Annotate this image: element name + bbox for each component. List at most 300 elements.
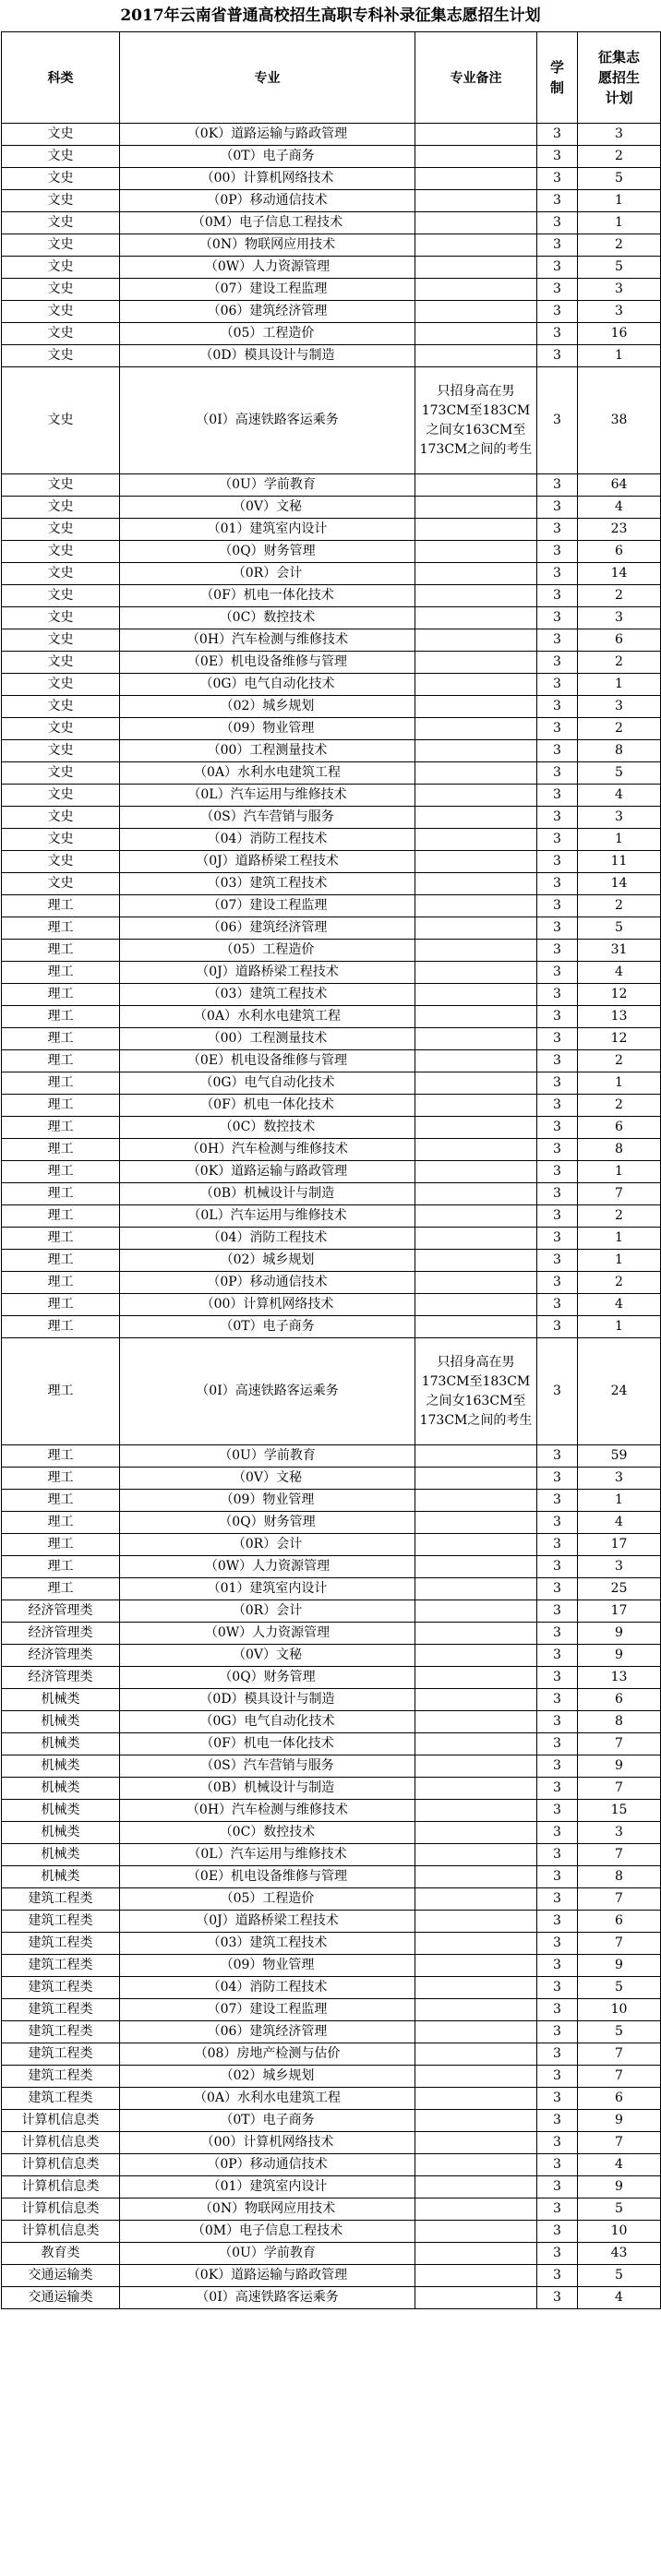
- table-row: [2, 1955, 661, 1977]
- table-row: [2, 1888, 661, 1911]
- cell-plan: 6: [578, 1911, 661, 1933]
- cell-major: （01）建筑室内设计: [120, 1578, 415, 1600]
- table-row: [2, 1711, 661, 1733]
- cell-plan: 3: [578, 696, 661, 718]
- table-row: [2, 1977, 661, 1999]
- cell-category: 文史: [2, 629, 120, 652]
- cell-plan: 6: [578, 629, 661, 652]
- cell-duration: 3: [537, 1933, 578, 1955]
- table-row: [2, 541, 661, 563]
- table-row: [2, 2221, 661, 2243]
- cell-note: [415, 629, 537, 652]
- cell-duration: 3: [537, 124, 578, 146]
- cell-major: （0N）物联网应用技术: [120, 2199, 415, 2221]
- cell-category: 建筑工程类: [2, 1911, 120, 1933]
- table-row: [2, 1556, 661, 1578]
- cell-note: [415, 2176, 537, 2199]
- cell-category: 建筑工程类: [2, 1888, 120, 1911]
- cell-plan: 2: [578, 1095, 661, 1117]
- cell-duration: 3: [537, 2243, 578, 2265]
- cell-note: [415, 940, 537, 962]
- table-row: [2, 1272, 661, 1294]
- cell-major: （0I）高速铁路客运乘务: [120, 1338, 415, 1445]
- cell-category: 建筑工程类: [2, 1977, 120, 1999]
- cell-category: 建筑工程类: [2, 1955, 120, 1977]
- cell-category: 理工: [2, 1205, 120, 1228]
- cell-major: （0C）数控技术: [120, 1117, 415, 1139]
- cell-note: [415, 740, 537, 762]
- table-row: [2, 1778, 661, 1800]
- cell-note: [415, 607, 537, 629]
- cell-duration: 3: [537, 190, 578, 212]
- cell-plan: 6: [578, 2088, 661, 2110]
- table-row: [2, 1822, 661, 1844]
- table-row: [2, 2021, 661, 2043]
- cell-category: 文史: [2, 168, 120, 190]
- table-row: [2, 2066, 661, 2088]
- cell-major: （01）建筑室内设计: [120, 2176, 415, 2199]
- cell-note: [415, 1250, 537, 1272]
- table-row: [2, 1316, 661, 1338]
- table-row: [2, 323, 661, 345]
- cell-plan: 2: [578, 1205, 661, 1228]
- cell-duration: 3: [537, 367, 578, 474]
- cell-plan: 4: [578, 1512, 661, 1534]
- table-row: [2, 629, 661, 652]
- cell-category: 机械类: [2, 1711, 120, 1733]
- cell-major: （0V）文秘: [120, 497, 415, 519]
- cell-note: [415, 323, 537, 345]
- cell-plan: 7: [578, 1933, 661, 1955]
- cell-note: [415, 785, 537, 807]
- cell-category: 文史: [2, 257, 120, 279]
- cell-category: 理工: [2, 1050, 120, 1072]
- cell-major: （0A）水利水电建筑工程: [120, 2088, 415, 2110]
- cell-note: [415, 1645, 537, 1667]
- cell-duration: 3: [537, 1050, 578, 1072]
- cell-plan: 1: [578, 1072, 661, 1095]
- cell-note: [415, 1755, 537, 1778]
- cell-plan: 7: [578, 2066, 661, 2088]
- cell-category: 理工: [2, 1556, 120, 1578]
- cell-category: 机械类: [2, 1866, 120, 1888]
- cell-note: [415, 1028, 537, 1050]
- cell-major: （06）建筑经济管理: [120, 301, 415, 323]
- cell-plan: 59: [578, 1445, 661, 1468]
- cell-note: [415, 1316, 537, 1338]
- cell-plan: 6: [578, 541, 661, 563]
- cell-major: （0V）文秘: [120, 1468, 415, 1490]
- cell-duration: 3: [537, 1600, 578, 1623]
- cell-duration: 3: [537, 1667, 578, 1689]
- cell-plan: 14: [578, 563, 661, 585]
- cell-note: [415, 1050, 537, 1072]
- cell-note: [415, 2088, 537, 2110]
- cell-plan: 9: [578, 1955, 661, 1977]
- table-row: [2, 1338, 661, 1445]
- table-row: [2, 718, 661, 740]
- cell-note: [415, 1578, 537, 1600]
- cell-major: （0E）机电设备维修与管理: [120, 652, 415, 674]
- table-row: [2, 2043, 661, 2066]
- cell-category: 文史: [2, 212, 120, 234]
- cell-category: 建筑工程类: [2, 1933, 120, 1955]
- table-row: [2, 585, 661, 607]
- cell-note: [415, 829, 537, 851]
- cell-category: 交通运输类: [2, 2265, 120, 2287]
- cell-duration: 3: [537, 1316, 578, 1338]
- cell-duration: 3: [537, 1338, 578, 1445]
- cell-note: [415, 1999, 537, 2021]
- cell-plan: 1: [578, 345, 661, 367]
- cell-plan: 1: [578, 212, 661, 234]
- cell-duration: 3: [537, 146, 578, 168]
- cell-plan: 7: [578, 1183, 661, 1205]
- cell-plan: 4: [578, 2154, 661, 2176]
- cell-plan: 9: [578, 1623, 661, 1645]
- cell-note: [415, 124, 537, 146]
- cell-note: [415, 873, 537, 895]
- cell-note: [415, 190, 537, 212]
- cell-note: [415, 2154, 537, 2176]
- cell-duration: 3: [537, 2110, 578, 2132]
- cell-duration: 3: [537, 1534, 578, 1556]
- cell-plan: 12: [578, 1028, 661, 1050]
- cell-category: 文史: [2, 279, 120, 301]
- cell-major: （0P）移动通信技术: [120, 1272, 415, 1294]
- cell-duration: 3: [537, 1977, 578, 1999]
- cell-note: [415, 301, 537, 323]
- cell-note: [415, 762, 537, 785]
- cell-major: （0B）机械设计与制造: [120, 1778, 415, 1800]
- cell-category: 经济管理类: [2, 1600, 120, 1623]
- cell-major: （06）建筑经济管理: [120, 917, 415, 940]
- cell-note: [415, 1600, 537, 1623]
- cell-major: （0Q）财务管理: [120, 1667, 415, 1689]
- cell-category: 文史: [2, 234, 120, 257]
- cell-note: [415, 2243, 537, 2265]
- header-category: 科类: [2, 32, 120, 124]
- cell-category: 文史: [2, 851, 120, 873]
- cell-major: （00）工程测量技术: [120, 1028, 415, 1050]
- cell-note: [415, 1006, 537, 1028]
- cell-plan: 3: [578, 279, 661, 301]
- cell-plan: 1: [578, 1228, 661, 1250]
- cell-major: （0W）人力资源管理: [120, 1623, 415, 1645]
- cell-category: 计算机信息类: [2, 2132, 120, 2154]
- cell-duration: 3: [537, 851, 578, 873]
- cell-note: [415, 2199, 537, 2221]
- cell-note: [415, 851, 537, 873]
- cell-major: （0K）道路运输与路政管理: [120, 124, 415, 146]
- table-row: [2, 212, 661, 234]
- cell-plan: 7: [578, 1778, 661, 1800]
- cell-duration: 3: [537, 740, 578, 762]
- cell-category: 理工: [2, 1006, 120, 1028]
- cell-major: （0K）道路运输与路政管理: [120, 1161, 415, 1183]
- cell-duration: 3: [537, 1272, 578, 1294]
- cell-duration: 3: [537, 2221, 578, 2243]
- cell-note: [415, 2221, 537, 2243]
- cell-note: 只招身高在男173CM至183CM之间女163CM至173CM之间的考生: [415, 367, 537, 474]
- cell-note: [415, 1977, 537, 1999]
- cell-note: [415, 1911, 537, 1933]
- table-row: [2, 1205, 661, 1228]
- table-row: [2, 1689, 661, 1711]
- table-row: [2, 2154, 661, 2176]
- table-row: [2, 1733, 661, 1755]
- cell-duration: 3: [537, 1512, 578, 1534]
- cell-category: 机械类: [2, 1822, 120, 1844]
- cell-duration: 3: [537, 2132, 578, 2154]
- table-row: [2, 607, 661, 629]
- cell-note: [415, 541, 537, 563]
- cell-note: [415, 1228, 537, 1250]
- cell-category: 文史: [2, 497, 120, 519]
- cell-duration: 3: [537, 807, 578, 829]
- table-row: [2, 345, 661, 367]
- table-row: [2, 2287, 661, 2309]
- cell-category: 文史: [2, 301, 120, 323]
- cell-note: [415, 652, 537, 674]
- cell-category: 理工: [2, 1272, 120, 1294]
- table-row: [2, 1161, 661, 1183]
- cell-note: [415, 1800, 537, 1822]
- cell-major: （0R）会计: [120, 563, 415, 585]
- cell-duration: 3: [537, 1800, 578, 1822]
- cell-category: 教育类: [2, 2243, 120, 2265]
- table-row: [2, 1445, 661, 1468]
- cell-note: [415, 1623, 537, 1645]
- cell-major: （08）房地产检测与估价: [120, 2043, 415, 2066]
- cell-plan: 8: [578, 1711, 661, 1733]
- cell-major: （09）物业管理: [120, 1955, 415, 1977]
- cell-category: 文史: [2, 323, 120, 345]
- cell-category: 建筑工程类: [2, 2066, 120, 2088]
- cell-plan: 43: [578, 2243, 661, 2265]
- cell-category: 机械类: [2, 1733, 120, 1755]
- cell-plan: 6: [578, 1117, 661, 1139]
- cell-category: 理工: [2, 1139, 120, 1161]
- cell-duration: 3: [537, 497, 578, 519]
- cell-category: 理工: [2, 1468, 120, 1490]
- cell-plan: 3: [578, 301, 661, 323]
- cell-note: [415, 1689, 537, 1711]
- table-row: [2, 367, 661, 474]
- cell-plan: 2: [578, 1050, 661, 1072]
- table-row: [2, 2199, 661, 2221]
- cell-note: [415, 585, 537, 607]
- cell-duration: 3: [537, 1822, 578, 1844]
- cell-major: （09）物业管理: [120, 1490, 415, 1512]
- cell-duration: 3: [537, 2176, 578, 2199]
- cell-category: 文史: [2, 718, 120, 740]
- cell-note: [415, 1161, 537, 1183]
- cell-plan: 4: [578, 497, 661, 519]
- cell-category: 建筑工程类: [2, 2088, 120, 2110]
- cell-major: （0L）汽车运用与维修技术: [120, 785, 415, 807]
- table-row: [2, 146, 661, 168]
- cell-duration: 3: [537, 2265, 578, 2287]
- cell-note: [415, 1778, 537, 1800]
- cell-major: （02）城乡规划: [120, 696, 415, 718]
- cell-category: 文史: [2, 807, 120, 829]
- cell-plan: 10: [578, 2221, 661, 2243]
- cell-plan: 3: [578, 807, 661, 829]
- table-row: [2, 785, 661, 807]
- cell-major: （07）建设工程监理: [120, 895, 415, 917]
- cell-major: （0M）电子信息工程技术: [120, 2221, 415, 2243]
- cell-note: [415, 2110, 537, 2132]
- cell-major: （09）物业管理: [120, 718, 415, 740]
- cell-duration: 3: [537, 2066, 578, 2088]
- cell-note: [415, 1468, 537, 1490]
- cell-plan: 7: [578, 1844, 661, 1866]
- cell-major: （0H）汽车检测与维修技术: [120, 629, 415, 652]
- cell-plan: 24: [578, 1338, 661, 1445]
- table-row: [2, 2088, 661, 2110]
- cell-major: （04）消防工程技术: [120, 829, 415, 851]
- table-row: [2, 1139, 661, 1161]
- cell-duration: 3: [537, 873, 578, 895]
- cell-duration: 3: [537, 762, 578, 785]
- cell-plan: 12: [578, 984, 661, 1006]
- cell-major: （0U）学前教育: [120, 2243, 415, 2265]
- cell-plan: 4: [578, 2287, 661, 2309]
- cell-plan: 9: [578, 2176, 661, 2199]
- cell-plan: 8: [578, 1866, 661, 1888]
- cell-note: [415, 1294, 537, 1316]
- cell-category: 理工: [2, 1316, 120, 1338]
- cell-category: 计算机信息类: [2, 2221, 120, 2243]
- cell-note: [415, 1205, 537, 1228]
- cell-major: （07）建设工程监理: [120, 1999, 415, 2021]
- cell-plan: 5: [578, 762, 661, 785]
- cell-duration: 3: [537, 895, 578, 917]
- cell-duration: 3: [537, 1468, 578, 1490]
- cell-major: （0W）人力资源管理: [120, 1556, 415, 1578]
- table-row: [2, 1866, 661, 1888]
- cell-note: [415, 1556, 537, 1578]
- cell-category: 文史: [2, 785, 120, 807]
- cell-note: [415, 917, 537, 940]
- cell-plan: 17: [578, 1600, 661, 1623]
- table-row: [2, 1623, 661, 1645]
- cell-note: [415, 807, 537, 829]
- cell-plan: 6: [578, 1689, 661, 1711]
- cell-note: 只招身高在男173CM至183CM之间女163CM至173CM之间的考生: [415, 1338, 537, 1445]
- table-row: [2, 1933, 661, 1955]
- cell-duration: 3: [537, 829, 578, 851]
- cell-major: （0W）人力资源管理: [120, 257, 415, 279]
- cell-major: （0M）电子信息工程技术: [120, 212, 415, 234]
- cell-duration: 3: [537, 718, 578, 740]
- cell-plan: 7: [578, 1733, 661, 1755]
- cell-category: 文史: [2, 652, 120, 674]
- cell-note: [415, 279, 537, 301]
- cell-duration: 3: [537, 984, 578, 1006]
- cell-category: 理工: [2, 962, 120, 984]
- cell-duration: 3: [537, 1228, 578, 1250]
- cell-note: [415, 984, 537, 1006]
- cell-plan: 9: [578, 1645, 661, 1667]
- cell-plan: 1: [578, 829, 661, 851]
- table-row: [2, 940, 661, 962]
- cell-category: 文史: [2, 146, 120, 168]
- cell-category: 理工: [2, 940, 120, 962]
- cell-duration: 3: [537, 1095, 578, 1117]
- cell-plan: 7: [578, 1888, 661, 1911]
- cell-duration: 3: [537, 785, 578, 807]
- cell-category: 理工: [2, 1161, 120, 1183]
- cell-note: [415, 1072, 537, 1095]
- cell-category: 文史: [2, 124, 120, 146]
- cell-major: （0S）汽车营销与服务: [120, 1755, 415, 1778]
- cell-plan: 2: [578, 146, 661, 168]
- cell-major: （0B）机械设计与制造: [120, 1183, 415, 1205]
- cell-category: 理工: [2, 1512, 120, 1534]
- cell-duration: 3: [537, 917, 578, 940]
- cell-duration: 3: [537, 345, 578, 367]
- cell-major: （03）建筑工程技术: [120, 984, 415, 1006]
- cell-duration: 3: [537, 1733, 578, 1755]
- cell-plan: 2: [578, 652, 661, 674]
- cell-category: 机械类: [2, 1755, 120, 1778]
- cell-category: 理工: [2, 1338, 120, 1445]
- cell-major: （07）建设工程监理: [120, 279, 415, 301]
- cell-category: 机械类: [2, 1844, 120, 1866]
- cell-duration: 3: [537, 585, 578, 607]
- cell-duration: 3: [537, 2021, 578, 2043]
- cell-major: （0A）水利水电建筑工程: [120, 1006, 415, 1028]
- cell-duration: 3: [537, 1844, 578, 1866]
- cell-category: 建筑工程类: [2, 1999, 120, 2021]
- cell-category: 文史: [2, 829, 120, 851]
- cell-major: （0E）机电设备维修与管理: [120, 1050, 415, 1072]
- cell-plan: 4: [578, 785, 661, 807]
- cell-category: 理工: [2, 1183, 120, 1205]
- cell-category: 机械类: [2, 1800, 120, 1822]
- cell-note: [415, 497, 537, 519]
- cell-duration: 3: [537, 1250, 578, 1272]
- cell-category: 文史: [2, 674, 120, 696]
- cell-major: （0J）道路桥梁工程技术: [120, 851, 415, 873]
- cell-duration: 3: [537, 674, 578, 696]
- table-row: [2, 1006, 661, 1028]
- cell-category: 文史: [2, 345, 120, 367]
- cell-duration: 3: [537, 519, 578, 541]
- cell-plan: 3: [578, 607, 661, 629]
- cell-note: [415, 674, 537, 696]
- cell-plan: 10: [578, 1999, 661, 2021]
- cell-duration: 3: [537, 234, 578, 257]
- cell-major: （05）工程造价: [120, 1888, 415, 1911]
- cell-note: [415, 1272, 537, 1294]
- cell-note: [415, 519, 537, 541]
- cell-note: [415, 2132, 537, 2154]
- cell-duration: 3: [537, 1445, 578, 1468]
- cell-category: 建筑工程类: [2, 2043, 120, 2066]
- cell-note: [415, 895, 537, 917]
- cell-plan: 25: [578, 1578, 661, 1600]
- cell-major: （06）建筑经济管理: [120, 2021, 415, 2043]
- cell-major: （0G）电气自动化技术: [120, 1072, 415, 1095]
- cell-duration: 3: [537, 1999, 578, 2021]
- cell-duration: 3: [537, 168, 578, 190]
- cell-duration: 3: [537, 1294, 578, 1316]
- cell-note: [415, 1711, 537, 1733]
- cell-plan: 2: [578, 585, 661, 607]
